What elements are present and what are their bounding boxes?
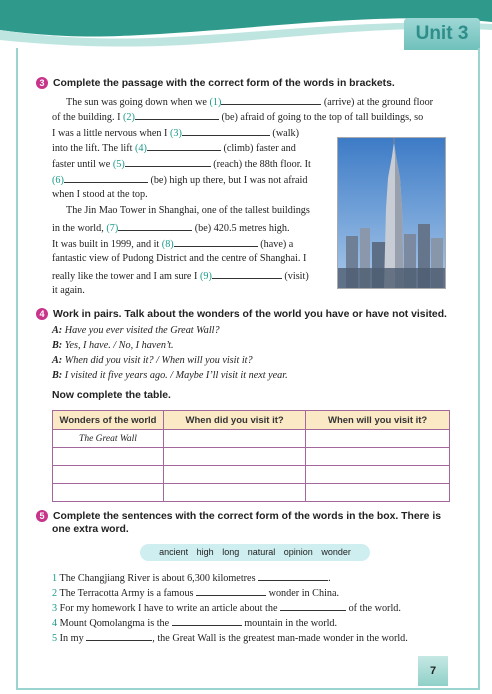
table-cell[interactable] [53, 484, 164, 502]
table-header-row [53, 411, 450, 430]
column-header: Wonders of the world [53, 411, 164, 430]
answer-blank[interactable] [258, 570, 328, 581]
dialog-line: A: Have you ever visited the Great Wall? [52, 325, 220, 336]
skyline-illustration [338, 138, 445, 288]
answer-blank[interactable] [172, 615, 242, 626]
passage-line: in the world, (7) (be) 420.5 metres high. [52, 220, 290, 235]
word-item: high [196, 547, 214, 557]
table-cell[interactable] [164, 484, 306, 502]
answer-blank[interactable] [174, 236, 258, 247]
word-item: long [222, 547, 240, 557]
answer-blank[interactable] [86, 630, 152, 641]
passage-line: fantastic view of Pudong District and the centre of Shanghai. I [52, 253, 307, 264]
exercise-5-title-cont: one extra word. [52, 524, 129, 535]
word-item: opinion [283, 547, 313, 557]
table-row [53, 448, 450, 466]
passage-line: (6) (be) high up there, but I was not afraid [52, 172, 307, 187]
dialog-line: B: I visited it five years ago. / Maybe I’ll visit it next year. [52, 370, 288, 381]
table-cell[interactable] [306, 430, 450, 448]
passage-line: It was built in 1999, and it (8) (have) a [52, 236, 293, 251]
column-header: When did you visit it? [164, 411, 306, 430]
word-item: natural [247, 547, 276, 557]
word-item: wonder [321, 547, 351, 557]
exercise-4-title: 4 Work in pairs. Talk about the wonders of the world you have or have not visited. [36, 308, 447, 320]
table-cell[interactable] [164, 448, 306, 466]
answer-blank[interactable] [221, 94, 321, 105]
column-header: When will you visit it? [306, 411, 450, 430]
table-cell[interactable] [164, 430, 306, 448]
table-cell[interactable]: The Great Wall [53, 430, 164, 448]
table-instruction: Now complete the table. [52, 390, 171, 401]
passage-line: I was a little nervous when I (3) (walk) [52, 125, 299, 140]
table-cell[interactable] [306, 484, 450, 502]
sentence-line: 1 The Changjiang River is about 6,300 kilometres . [52, 570, 331, 585]
sentence-line: 5 In my , the Great Wall is the greatest man-made wonder in the world. [52, 630, 408, 645]
table-cell[interactable] [53, 448, 164, 466]
dialog-line: A: When did you visit it? / When will you visit it? [52, 355, 253, 366]
table-cell[interactable] [53, 466, 164, 484]
sentence-line: 4 Mount Qomolangma is the mountain in the world. [52, 615, 337, 630]
answer-blank[interactable] [64, 172, 148, 183]
word-item: ancient [159, 547, 189, 557]
sentence-line: 2 The Terracotta Army is a famous wonder in China. [52, 585, 339, 600]
exercise-number: 3 [36, 77, 48, 89]
exercise-number: 4 [36, 308, 48, 320]
answer-blank[interactable] [196, 585, 266, 596]
table-row [53, 484, 450, 502]
passage-line: The sun was going down when we (1) (arrive) at the ground floor [66, 94, 433, 109]
answer-blank[interactable] [125, 156, 211, 167]
answer-blank[interactable] [212, 268, 282, 279]
page-number: 7 [418, 656, 448, 686]
table-cell[interactable] [164, 466, 306, 484]
jin-mao-tower-photo [337, 137, 446, 289]
exercise-3-title: 3 Complete the passage with the correct form of the words in brackets. [36, 77, 395, 89]
unit-label: Unit 3 [404, 18, 480, 50]
answer-blank[interactable] [280, 600, 346, 611]
passage-line: of the building. I (2) (be) afraid of going to the top of tall buildings, so [52, 109, 423, 124]
answer-blank[interactable] [182, 125, 270, 136]
wonders-table [52, 410, 450, 502]
passage-line: really like the tower and I am sure I (9) (visit) [52, 268, 309, 283]
table-cell[interactable] [306, 466, 450, 484]
passage-line: when I stood at the top. [52, 189, 148, 200]
passage-line: The Jin Mao Tower in Shanghai, one of the tallest buildings [66, 205, 310, 216]
table-row [53, 430, 450, 448]
passage-line: faster until we (5) (reach) the 88th floor. It [52, 156, 311, 171]
sentence-line: 3 For my homework I have to write an article about the of the world. [52, 600, 401, 615]
exercise-5-title: 5 Complete the sentences with the correct form of the words in the box. There is [36, 510, 441, 522]
exercise-number: 5 [36, 510, 48, 522]
passage-line: into the lift. The lift (4) (climb) faster and [52, 140, 296, 155]
answer-blank[interactable] [147, 140, 221, 151]
answer-blank[interactable] [118, 220, 192, 231]
dialog-line: B: Yes, I have. / No, I haven’t. [52, 340, 174, 351]
word-box [140, 544, 370, 561]
answer-blank[interactable] [135, 109, 219, 120]
passage-line: it again. [52, 285, 85, 296]
table-row [53, 466, 450, 484]
table-cell[interactable] [306, 448, 450, 466]
